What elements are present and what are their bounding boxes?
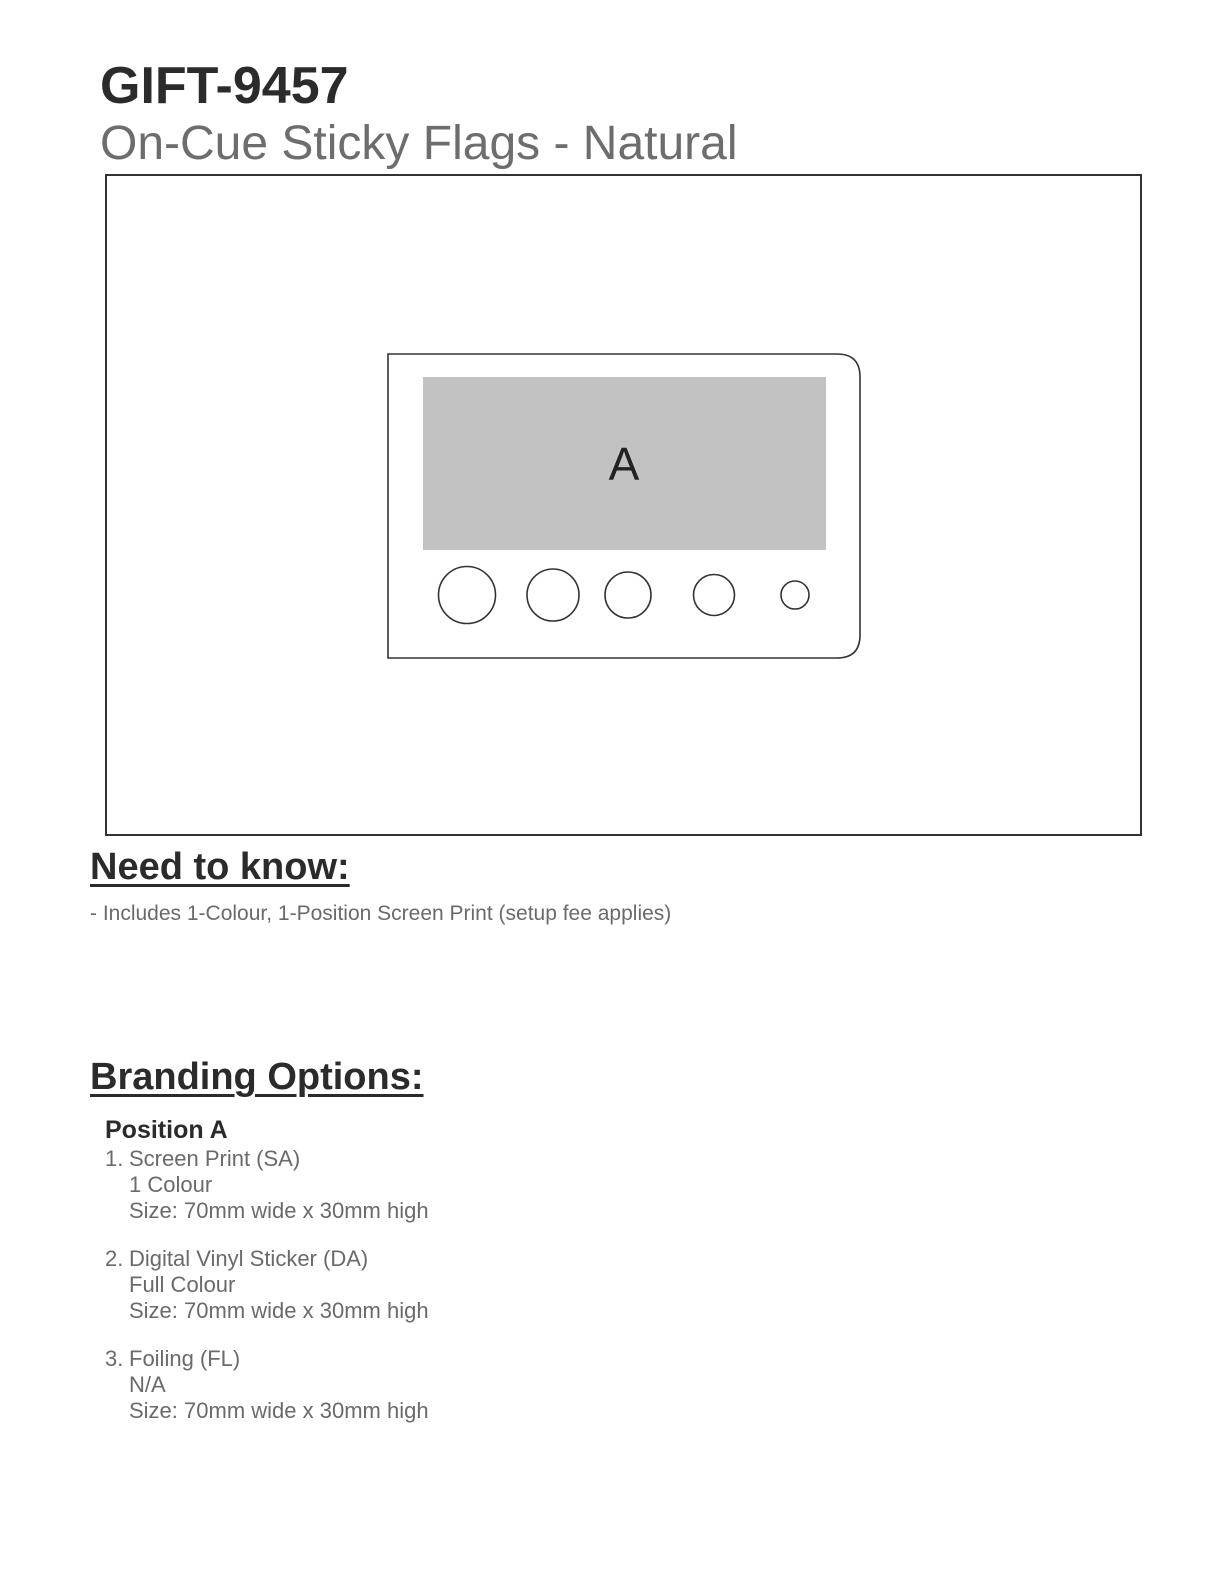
product-code: GIFT-9457 <box>100 57 349 115</box>
print-area-label: A <box>608 438 640 490</box>
option-method: Screen Print (SA) <box>129 1146 301 1171</box>
option-colour: N/A <box>129 1372 166 1397</box>
option-size: Size: 70mm wide x 30mm high <box>129 1298 429 1323</box>
product-name: On-Cue Sticky Flags - Natural <box>100 117 738 170</box>
option-method: Foiling (FL) <box>129 1346 241 1371</box>
branding-options-heading: Branding Options: <box>90 1056 424 1098</box>
need-to-know-heading: Need to know: <box>90 846 350 888</box>
product-diagram <box>385 351 865 663</box>
option-colour: Full Colour <box>129 1272 236 1297</box>
option-colour: 1 Colour <box>129 1172 213 1197</box>
branding-option <box>105 1246 429 1324</box>
option-size: Size: 70mm wide x 30mm high <box>129 1398 429 1423</box>
option-method: Digital Vinyl Sticker (DA) <box>129 1246 369 1271</box>
option-size: Size: 70mm wide x 30mm high <box>129 1198 429 1223</box>
need-to-know-item: - Includes 1-Colour, 1-Position Screen Print (setup fee applies) <box>90 902 672 925</box>
branding-option <box>105 1146 429 1224</box>
option-number: 3. <box>105 1346 124 1371</box>
position-title: Position A <box>105 1116 228 1144</box>
branding-options-list <box>105 1146 429 1446</box>
option-number: 2. <box>105 1246 124 1271</box>
option-number: 1. <box>105 1146 124 1171</box>
branding-option <box>105 1346 429 1424</box>
